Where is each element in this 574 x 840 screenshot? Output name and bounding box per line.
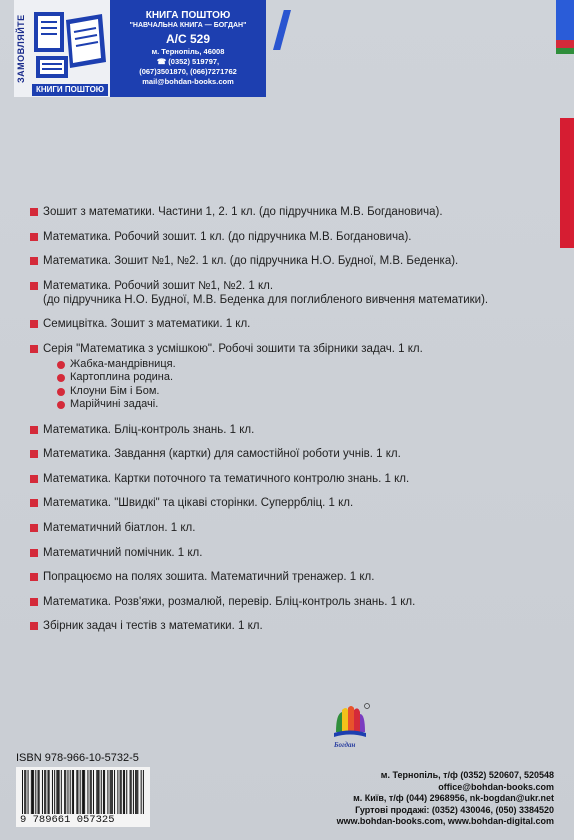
- book-title: Серія "Математика з усмішкою". Робочі зошити та збірники задач. 1 кл.: [43, 342, 423, 355]
- red-dot-bullet-icon: [57, 388, 65, 396]
- red-dot-bullet-icon: [57, 401, 65, 409]
- contact-line: м. Тернопіль, т/ф (0352) 520607, 520548: [380, 770, 554, 780]
- series-item-title: Клоуни Бім і Бом.: [70, 384, 160, 397]
- publisher-logo-text: Богдан: [334, 741, 356, 749]
- isbn-number: ISBN 978-966-10-5732-5: [16, 752, 139, 764]
- book-title: Математика. Робочий зошит. 1 кл. (до підручника М.В. Богдановича).: [43, 230, 412, 243]
- promo-address-panel: [110, 0, 266, 97]
- promo-city: м. Тернопіль, 46008: [151, 47, 225, 56]
- book-title-note: (до підручника Н.О. Будної, М.В. Беденка для поглибленого вивчення математики).: [43, 293, 489, 306]
- book-list-item: [28, 279, 548, 307]
- book-list-item: [28, 496, 548, 510]
- book-list-item: [28, 230, 548, 244]
- red-square-bullet-icon: [30, 622, 38, 630]
- red-square-bullet-icon: [30, 257, 38, 265]
- edge-red-bar: [560, 118, 574, 248]
- promo-vertical-text: ЗАМОВЛЯЙТЕ: [16, 14, 26, 84]
- series-item: [57, 358, 548, 372]
- book-list-item: [28, 447, 548, 461]
- promo-postbox: А/С 529: [165, 32, 211, 46]
- red-square-bullet-icon: [30, 208, 38, 216]
- book-list-item: [28, 570, 548, 584]
- red-square-bullet-icon: [30, 598, 38, 606]
- contact-line: www.bohdan-books.com, www.bohdan-digital.com: [336, 816, 554, 827]
- book-list-item: [28, 521, 548, 535]
- contact-line: м. Київ, т/ф (044) 2968956, nk-bogdan@ukr.net: [353, 793, 554, 804]
- promo-title: КНИГА ПОШТОЮ: [145, 10, 231, 21]
- red-square-bullet-icon: [30, 549, 38, 557]
- red-square-bullet-icon: [30, 450, 38, 458]
- promo-phone-1: ☎ (0352) 519797,: [156, 57, 220, 66]
- book-title: Математика. Картки поточного та тематичного контролю знань. 1 кл.: [43, 472, 410, 485]
- red-square-bullet-icon: [30, 475, 38, 483]
- edge-blue-block: [556, 0, 574, 40]
- book-title: Збірник задач і тестів з математики. 1 кл.: [43, 620, 263, 633]
- contact-line: office@bohdan-books.com: [438, 781, 554, 792]
- book-list-item: [28, 342, 548, 412]
- book-list-item: [28, 472, 548, 486]
- book-title: Математика. Бліц-контроль знань. 1 кл.: [43, 423, 255, 436]
- book-list-item: [28, 317, 548, 331]
- book-list-item: [28, 205, 548, 219]
- series-item: [57, 398, 548, 412]
- series-item: [57, 385, 548, 399]
- book-title: Попрацюємо на полях зошита. Математичний тренажер. 1 кл.: [43, 571, 375, 584]
- red-square-bullet-icon: [30, 524, 38, 532]
- book-list-item: [28, 619, 548, 633]
- book-list-item: [28, 595, 548, 609]
- series-item-title: Картоплина родина.: [70, 371, 174, 384]
- barcode: [16, 767, 150, 827]
- contact-line: Гуртові продажі: (0352) 430046, (050) 3384520: [355, 804, 554, 815]
- book-list-item: [28, 546, 548, 560]
- book-title: Математичний помічник. 1 кл.: [43, 546, 203, 559]
- barcode-digits: 9 789661 057325: [20, 814, 115, 826]
- book-list: [28, 205, 548, 633]
- edge-green-block: [556, 48, 574, 54]
- book-title: Математика. Робочий зошит №1, №2. 1 кл.: [43, 279, 274, 292]
- red-square-bullet-icon: [30, 573, 38, 581]
- edge-red-block: [556, 40, 574, 48]
- book-title: Математика. Зошит №1, №2. 1 кл. (до підручника Н.О. Будної, М.В. Беденка).: [43, 255, 459, 268]
- barcode-bars-icon: [22, 770, 144, 814]
- promo-image-panel: [14, 0, 110, 97]
- promo-email: mail@bohdan-books.com: [142, 77, 234, 86]
- series-sublist: [57, 358, 548, 412]
- red-square-bullet-icon: [30, 345, 38, 353]
- red-square-bullet-icon: [30, 320, 38, 328]
- book-list-item: [28, 423, 548, 437]
- red-dot-bullet-icon: [57, 374, 65, 382]
- red-dot-bullet-icon: [57, 361, 65, 369]
- red-square-bullet-icon: [30, 282, 38, 290]
- book-title: Математика. Розв'яжи, розмалюй, перевір. Бліц-контроль знань. 1 кл.: [43, 595, 416, 608]
- publisher-contacts: [337, 770, 554, 828]
- series-item-title: Жабка-мандрівниця.: [70, 357, 176, 370]
- book-title: Зошит з математики. Частини 1, 2. 1 кл. (до підручника М.В. Богдановича).: [43, 206, 443, 218]
- promo-phone-2: (067)3501870, (066)7271762: [139, 67, 237, 76]
- book-title: Математика. Завдання (картки) для самостійної роботи учнів. 1 кл.: [43, 448, 401, 461]
- book-title: Математика. "Швидкі" та цікаві сторінки. Суперрбліц. 1 кл.: [43, 497, 354, 510]
- promo-subtitle: "НАВЧАЛЬНА КНИГА — БОГДАН": [129, 22, 247, 29]
- mail-order-promo: [14, 0, 266, 97]
- red-square-bullet-icon: [30, 499, 38, 507]
- series-item: [57, 371, 548, 385]
- edge-color-strip: [556, 0, 574, 250]
- book-list-item: [28, 254, 548, 268]
- promo-bottom-label: КНИГИ ПОШТОЮ: [32, 84, 108, 96]
- book-title: Математичний біатлон. 1 кл.: [43, 521, 196, 534]
- series-item-title: Марійчині задачі.: [70, 398, 159, 411]
- decorative-stripe: [273, 10, 291, 50]
- books-illustration-icon: [32, 6, 108, 82]
- red-square-bullet-icon: [30, 426, 38, 434]
- book-title: Семицвітка. Зошит з математики. 1 кл.: [43, 318, 251, 331]
- red-square-bullet-icon: [30, 233, 38, 241]
